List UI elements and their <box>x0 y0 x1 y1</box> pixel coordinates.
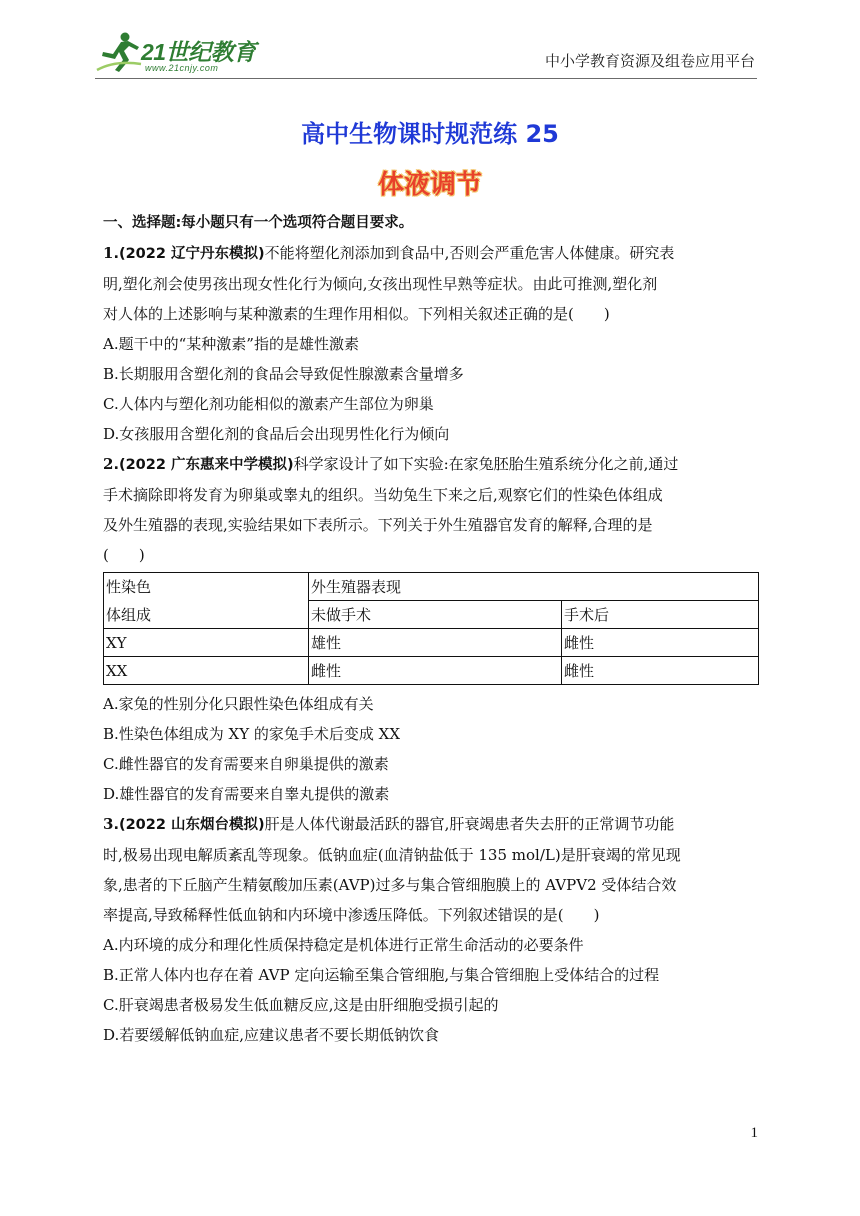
question-3 <box>103 809 763 1050</box>
option-c: C.雌性器官的发育需要来自卵巢提供的激素 <box>103 755 389 773</box>
logo-url: www.21cnjy.com <box>145 63 219 73</box>
section-heading: 一、选择题:每小题只有一个选项符合题目要求。 <box>103 215 414 231</box>
question-1 <box>103 238 763 449</box>
site-logo[interactable] <box>95 30 270 76</box>
option-b: B.性染色体组成为 XY 的家兔手术后变成 XX <box>103 725 401 743</box>
logo-wordmark: 21世纪教育 <box>141 39 256 65</box>
question-source: .(2022 辽宁丹东模拟) <box>113 246 265 262</box>
question-2-line-1 <box>103 449 763 480</box>
question-3-line-1 <box>103 809 763 840</box>
question-2 <box>103 449 763 809</box>
question-text: 肝是人体代谢最活跃的器官,肝衰竭患者失去肝的正常调节功能 <box>264 815 675 833</box>
question-text: ( ) <box>103 546 145 564</box>
option-d: D.雄性器官的发育需要来自睾丸提供的激素 <box>103 785 390 803</box>
option-a: A.内环境的成分和理化性质保持稳定是机体进行正常生命活动的必要条件 <box>103 936 584 954</box>
question-text: 手术摘除即将发育为卵巢或睾丸的组织。当幼兔生下来之后,观察它们的性染色体组成 <box>103 486 663 504</box>
table-cell: 雌性 <box>309 657 562 685</box>
page-number: 1 <box>750 1125 758 1141</box>
question-text: 率提高,导致稀释性低血钠和内环境中渗透压降低。下列叙述错误的是( ) <box>103 906 600 924</box>
question-number: 3 <box>103 815 114 833</box>
question-text: 不能将塑化剂添加到食品中,否则会严重危害人体健康。研究表 <box>264 244 675 262</box>
option-a: A.家兔的性别分化只跟性染色体组成有关 <box>103 695 374 713</box>
question-text: 时,极易出现电解质紊乱等现象。低钠血症(血清钠盐低于 135 mol/L)是肝衰竭的常见现 <box>103 846 681 864</box>
table-header-cell: 性染色 <box>104 573 309 601</box>
table-header-cell: 手术后 <box>562 601 759 629</box>
option-c: C.肝衰竭患者极易发生低血糖反应,这是由肝细胞受损引起的 <box>103 996 499 1014</box>
table-row <box>104 657 759 685</box>
option-d: D.若要缓解低钠血症,应建议患者不要长期低钠饮食 <box>103 1026 440 1044</box>
runner-logo-icon <box>95 30 145 76</box>
option-b: B.正常人体内也存在着 AVP 定向运输至集合管细胞,与集合管细胞上受体结合的过程 <box>103 966 660 984</box>
question-text: 象,患者的下丘脑产生精氨酸加压素(AVP)过多与集合管细胞膜上的 AVPV2 受体结合效 <box>103 876 677 894</box>
question-text: 及外生殖器的表现,实验结果如下表所示。下列关于外生殖器官发育的解释,合理的是 <box>103 516 653 534</box>
results-table <box>103 572 759 685</box>
table-header-cell: 未做手术 <box>309 601 562 629</box>
table-header-row <box>104 573 759 601</box>
table-cell: 雌性 <box>562 657 759 685</box>
table-header-cell: 体组成 <box>104 601 309 629</box>
option-a: A.题干中的“某种激素”指的是雄性激素 <box>103 335 359 353</box>
table-cell: 雄性 <box>309 629 562 657</box>
table-header-row <box>104 601 759 629</box>
page-header <box>95 30 757 79</box>
option-c: C.人体内与塑化剂功能相似的激素产生部位为卵巢 <box>103 395 434 413</box>
page-subtitle: 体液调节 <box>377 170 482 200</box>
question-source: .(2022 山东烟台模拟) <box>113 817 265 833</box>
table-cell: 雌性 <box>562 629 759 657</box>
question-number: 2 <box>103 455 114 473</box>
table-cell: XX <box>104 657 309 685</box>
platform-name: 中小学教育资源及组卷应用平台 <box>544 52 755 70</box>
question-text: 科学家设计了如下实验:在家兔胚胎生殖系统分化之前,通过 <box>293 455 679 473</box>
option-b: B.长期服用含塑化剂的食品会导致促性腺激素含量增多 <box>103 365 464 383</box>
table-cell: XY <box>104 629 309 657</box>
question-text: 对人体的上述影响与某种激素的生理作用相似。下列相关叙述正确的是( ) <box>103 305 610 323</box>
option-d: D.女孩服用含塑化剂的食品后会出现男性化行为倾向 <box>103 425 450 443</box>
question-text: 明,塑化剂会使男孩出现女性化行为倾向,女孩出现性早熟等症状。由此可推测,塑化剂 <box>103 275 658 293</box>
question-1-line-1 <box>103 238 763 269</box>
table-header-cell: 外生殖器表现 <box>309 573 759 601</box>
page-title: 高中生物课时规范练 25 <box>301 120 559 148</box>
question-number: 1 <box>103 244 114 262</box>
document-body <box>103 208 763 1050</box>
table-row <box>104 629 759 657</box>
question-source: .(2022 广东惠来中学模拟) <box>113 457 294 473</box>
